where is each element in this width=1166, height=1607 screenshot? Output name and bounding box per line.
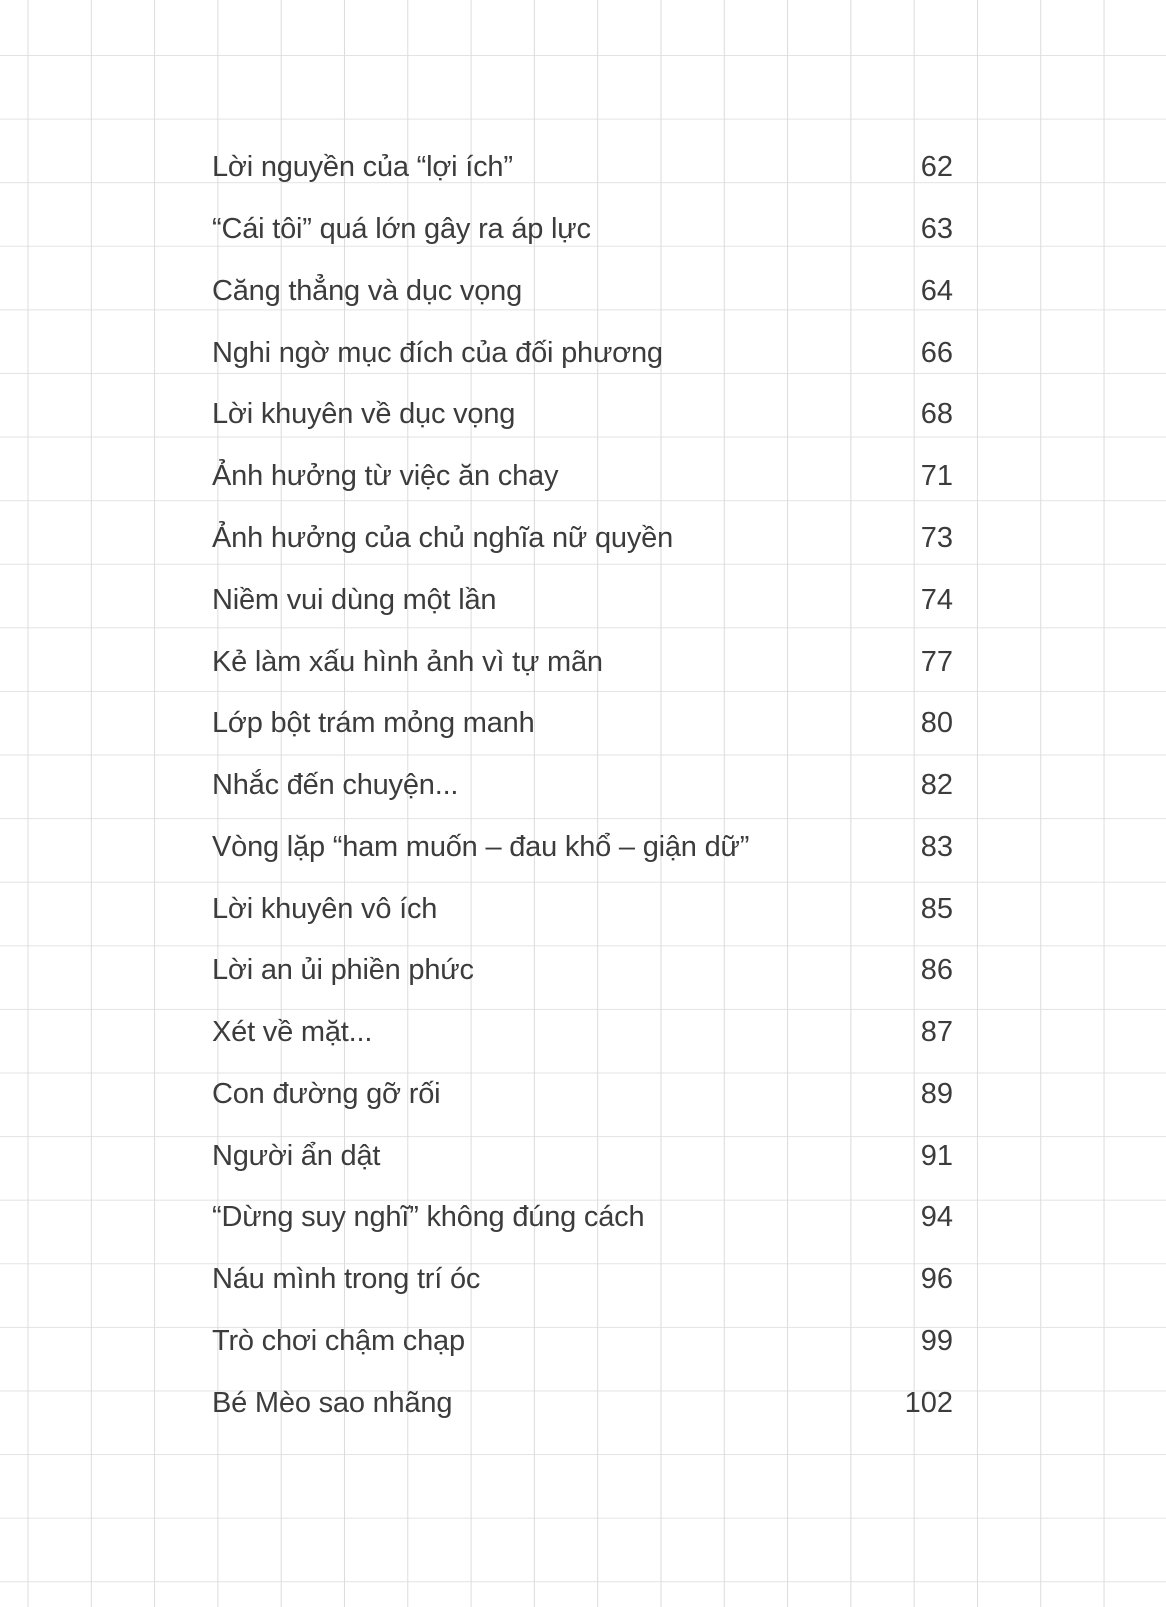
- toc-entry: [212, 1125, 953, 1187]
- toc-entry-title: Xét về mặt...: [212, 1016, 373, 1049]
- toc-entry: [212, 755, 953, 817]
- toc-entry: [212, 322, 953, 384]
- toc-entry-title: “Dừng suy nghĩ” không đúng cách: [212, 1201, 645, 1234]
- toc-entry-title: Trò chơi chậm chạp: [212, 1324, 465, 1357]
- toc-entry-page: 73: [920, 521, 953, 554]
- toc-entry: [212, 446, 953, 508]
- toc-entry: [212, 878, 953, 940]
- toc-entry-page: 68: [920, 398, 953, 431]
- toc-entry-page: 71: [920, 460, 953, 493]
- toc-entry-page: 94: [920, 1201, 953, 1234]
- toc-entry-title: Lớp bột trám mỏng manh: [212, 707, 535, 740]
- toc-entry-title: Lời an ủi phiền phức: [212, 954, 474, 987]
- toc-entry: [212, 693, 953, 755]
- toc-entry: [212, 261, 953, 323]
- toc-entry-page: 77: [920, 645, 953, 678]
- toc-entry-title: “Cái tôi” quá lớn gây ra áp lực: [212, 213, 591, 246]
- table-of-contents: [212, 137, 953, 1434]
- toc-entry-page: 91: [920, 1139, 953, 1172]
- toc-entry-page: 82: [920, 769, 953, 802]
- toc-entry-title: Náu mình trong trí óc: [212, 1263, 481, 1296]
- toc-entry: [212, 1372, 953, 1434]
- toc-entry-page: 63: [920, 213, 953, 246]
- toc-entry-page: 86: [920, 954, 953, 987]
- toc-entry-title: Căng thẳng và dục vọng: [212, 274, 522, 307]
- toc-entry: [212, 1187, 953, 1249]
- toc-entry: [212, 1311, 953, 1373]
- toc-entry-page: 89: [920, 1077, 953, 1110]
- toc-entry: [212, 199, 953, 261]
- toc-entry-title: Lời khuyên về dục vọng: [212, 398, 516, 431]
- toc-entry-page: 85: [920, 892, 953, 925]
- toc-entry: [212, 1063, 953, 1125]
- toc-entry-title: Lời nguyền của “lợi ích”: [212, 151, 513, 184]
- toc-entry-title: Nhắc đến chuyện...: [212, 769, 459, 802]
- toc-entry: [212, 1249, 953, 1311]
- toc-entry: [212, 631, 953, 693]
- toc-entry-title: Ảnh hưởng của chủ nghĩa nữ quyền: [212, 521, 673, 554]
- toc-entry: [212, 940, 953, 1002]
- toc-entry-page: 102: [904, 1386, 953, 1419]
- toc-entry-page: 62: [920, 151, 953, 184]
- toc-entry-title: Nghi ngờ mục đích của đối phương: [212, 336, 663, 369]
- toc-entry: [212, 1002, 953, 1064]
- toc-entry-title: Con đường gỡ rối: [212, 1077, 441, 1110]
- toc-entry: [212, 569, 953, 631]
- toc-entry-title: Kẻ làm xấu hình ảnh vì tự mãn: [212, 645, 603, 678]
- toc-entry-page: 83: [920, 830, 953, 863]
- toc-entry-title: Ảnh hưởng từ việc ăn chay: [212, 460, 559, 493]
- toc-entry: [212, 816, 953, 878]
- toc-entry: [212, 508, 953, 570]
- toc-entry-title: Người ẩn dật: [212, 1139, 381, 1172]
- toc-entry-title: Vòng lặp “ham muốn – đau khổ – giận dữ”: [212, 830, 750, 863]
- toc-entry-page: 66: [920, 336, 953, 369]
- toc-entry-title: Bé Mèo sao nhãng: [212, 1386, 453, 1419]
- toc-entry-page: 99: [920, 1324, 953, 1357]
- toc-entry-page: 64: [920, 274, 953, 307]
- toc-entry-page: 87: [920, 1016, 953, 1049]
- toc-entry-page: 96: [920, 1263, 953, 1296]
- toc-entry-title: Niềm vui dùng một lần: [212, 583, 497, 616]
- toc-entry-title: Lời khuyên vô ích: [212, 892, 438, 925]
- toc-entry: [212, 384, 953, 446]
- toc-entry: [212, 137, 953, 199]
- toc-entry-page: 74: [920, 583, 953, 616]
- toc-entry-page: 80: [920, 707, 953, 740]
